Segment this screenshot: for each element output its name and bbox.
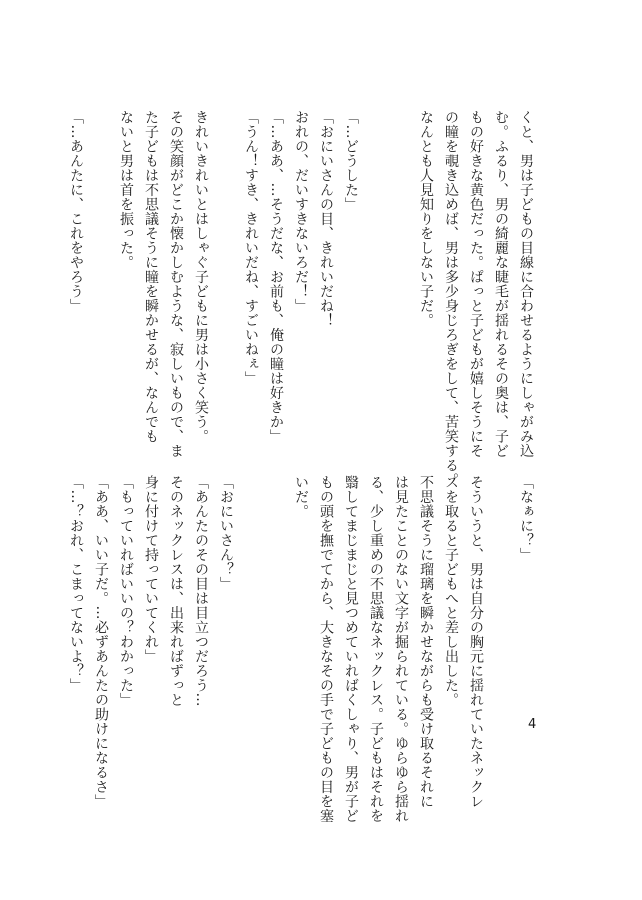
page-number: 4 xyxy=(528,717,537,732)
text-line: 「うん！すき、きれいだね、すごいねぇ」 xyxy=(243,110,259,386)
text-line: 「…？おれ、こまってないよ？」 xyxy=(68,475,84,693)
text-line: 「…どうした」 xyxy=(343,110,359,212)
upper-text-block xyxy=(63,110,538,487)
text-line: た子どもは不思議そうに瞳を瞬かせるが、なんでも xyxy=(143,110,159,444)
text-line: 「…あんたに、これをやろう」 xyxy=(68,110,84,313)
text-line: 「おにいさん？」 xyxy=(218,475,234,591)
text-line: そのネックレスは、出来ればずっと xyxy=(168,475,184,707)
text-line: いだ。 xyxy=(293,475,309,519)
text-line: くと、男は子どもの目線に合わせるようにしゃがみ込 xyxy=(518,110,534,458)
blank-line xyxy=(388,110,413,440)
text-line: 「あんたのその目は目立つだろう… xyxy=(193,475,209,707)
text-line: きれいきれいとはしゃぐ子どもに男は小さく笑う。 xyxy=(193,110,209,444)
text-line: 「おにいさんの目、きれいだね！ xyxy=(318,110,334,328)
lower-text-block xyxy=(63,475,538,823)
text-line: その笑顔がどこか懐かしむような、寂しいもので、ま xyxy=(168,110,184,458)
blank-line xyxy=(88,110,113,440)
text-line: は見たことのない文字が掘られている。ゆらゆら揺れ xyxy=(393,475,409,823)
text-line: む。ふるり、男の綺麗な睫毛が揺れるその奥は、子ど xyxy=(493,110,509,458)
text-line: もの頭を撫でてから、大きなその手で子どもの目を塞 xyxy=(318,475,334,823)
text-line: 身に付けて持っていてくれ」 xyxy=(143,475,159,664)
text-line: そういうと、男は自分の胸元に揺れていたネックレ xyxy=(468,475,484,809)
text-line: ないと男は首を振った。 xyxy=(118,110,134,270)
text-line: スを取ると子どもへと差し出した。 xyxy=(443,475,459,707)
text-line: 不思議そうに瑠璃を瞬かせながらも受け取るそれに xyxy=(418,475,434,809)
text-line: なんとも人見知りをしない子だ。 xyxy=(418,110,434,328)
text-line: 「ああ、いい子だ。…必ずあんたの助けになるさ」 xyxy=(93,475,109,809)
blank-line xyxy=(263,475,288,805)
text-line: おれの、だいすきないろだ！」 xyxy=(293,110,309,313)
text-line: 翳してまじまじと見つめていればくしゃり、男が子ど xyxy=(343,475,359,823)
blank-line xyxy=(238,475,263,805)
blank-line xyxy=(488,475,513,805)
text-line: 「なぁに？」 xyxy=(518,475,534,562)
text-line: の瞳を覗き込めば、男は多少身じろぎをして、苦笑する。 xyxy=(443,110,459,487)
text-line: 「もっていればいいの？わかった」 xyxy=(118,475,134,707)
text-line: 「…ああ、…そうだな、お前も、俺の瞳は好きか」 xyxy=(268,110,284,444)
blank-line xyxy=(363,110,388,440)
text-line: もの好きな黄色だった。ぱっと子どもが嬉しそうにそ xyxy=(468,110,484,458)
text-line: る、少し重めの不思議なネックレス。子どもはそれを xyxy=(368,475,384,823)
blank-line xyxy=(213,110,238,440)
